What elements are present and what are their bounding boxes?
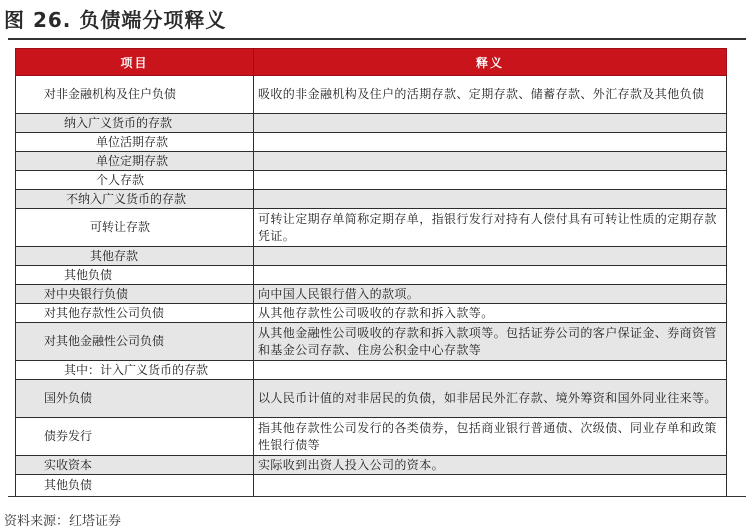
- figure-title: 图 26. 负债端分项释义: [4, 8, 227, 32]
- row-item: 纳入广义货币的存款: [16, 114, 254, 133]
- row-desc: 以人民币计值的对非居民的负债，如非居民外汇存款、境外筹资和国外同业往来等。: [254, 380, 727, 418]
- row-item: 国外负债: [16, 380, 254, 418]
- row-desc: 实际收到出资人投入公司的资本。: [254, 456, 727, 475]
- row-desc: 从其他金融性公司吸收的存款和拆入款项等。包括证券公司的客户保证金、券商资管和基金公司存款、住房公积金中心存款等: [254, 323, 727, 361]
- table-row: [16, 266, 727, 285]
- table-row: [16, 171, 727, 190]
- table-row: [16, 247, 727, 266]
- table-row: [16, 456, 727, 475]
- title-divider: [8, 38, 746, 40]
- row-item: 其他负债: [16, 475, 254, 497]
- row-item: 对非金融机构及住户负债: [16, 76, 254, 114]
- row-item: 单位活期存款: [16, 133, 254, 152]
- footer-divider: [8, 496, 746, 497]
- table-row: [16, 152, 727, 171]
- table-row: [16, 323, 727, 361]
- row-desc: [254, 475, 727, 497]
- table-row: [16, 380, 727, 418]
- header-item: 项目: [16, 49, 254, 76]
- row-desc: [254, 133, 727, 152]
- row-item: 个人存款: [16, 171, 254, 190]
- row-item: 其中：计入广义货币的存款: [16, 361, 254, 380]
- table-row: [16, 475, 727, 497]
- row-item: 实收资本: [16, 456, 254, 475]
- table-row: [16, 114, 727, 133]
- source-note: 资料来源：红塔证券: [4, 514, 122, 529]
- table-row: [16, 361, 727, 380]
- row-desc: [254, 190, 727, 209]
- table-row: [16, 418, 727, 456]
- liability-definitions-table: [15, 48, 727, 497]
- row-desc: 指其他存款性公司发行的各类债券，包括商业银行普通债、次级债、同业存单和政策性银行债等: [254, 418, 727, 456]
- row-item: 其他负债: [16, 266, 254, 285]
- row-desc: 吸收的非金融机构及住户的活期存款、定期存款、储蓄存款、外汇存款及其他负债: [254, 76, 727, 114]
- row-desc: [254, 247, 727, 266]
- row-item: 对其他金融性公司负债: [16, 323, 254, 361]
- row-desc: [254, 114, 727, 133]
- row-desc: 从其他存款性公司吸收的存款和拆入款等。: [254, 304, 727, 323]
- row-item: 可转让存款: [16, 209, 254, 247]
- row-item: 债券发行: [16, 418, 254, 456]
- row-item: 单位定期存款: [16, 152, 254, 171]
- row-item: 其他存款: [16, 247, 254, 266]
- table-row: [16, 76, 727, 114]
- table-row: [16, 285, 727, 304]
- table-row: [16, 190, 727, 209]
- row-item: 对其他存款性公司负债: [16, 304, 254, 323]
- row-desc: 可转让定期存单简称定期存单，指银行发行对持有人偿付具有可转让性质的定期存款凭证。: [254, 209, 727, 247]
- row-item: 对中央银行负债: [16, 285, 254, 304]
- table-row: [16, 133, 727, 152]
- row-desc: 向中国人民银行借入的款项。: [254, 285, 727, 304]
- row-desc: [254, 171, 727, 190]
- row-desc: [254, 266, 727, 285]
- row-desc: [254, 152, 727, 171]
- table-row: [16, 304, 727, 323]
- row-desc: [254, 361, 727, 380]
- table-row: [16, 209, 727, 247]
- row-item: 不纳入广义货币的存款: [16, 190, 254, 209]
- table-header-row: [16, 49, 727, 76]
- header-definition: 释义: [254, 49, 727, 76]
